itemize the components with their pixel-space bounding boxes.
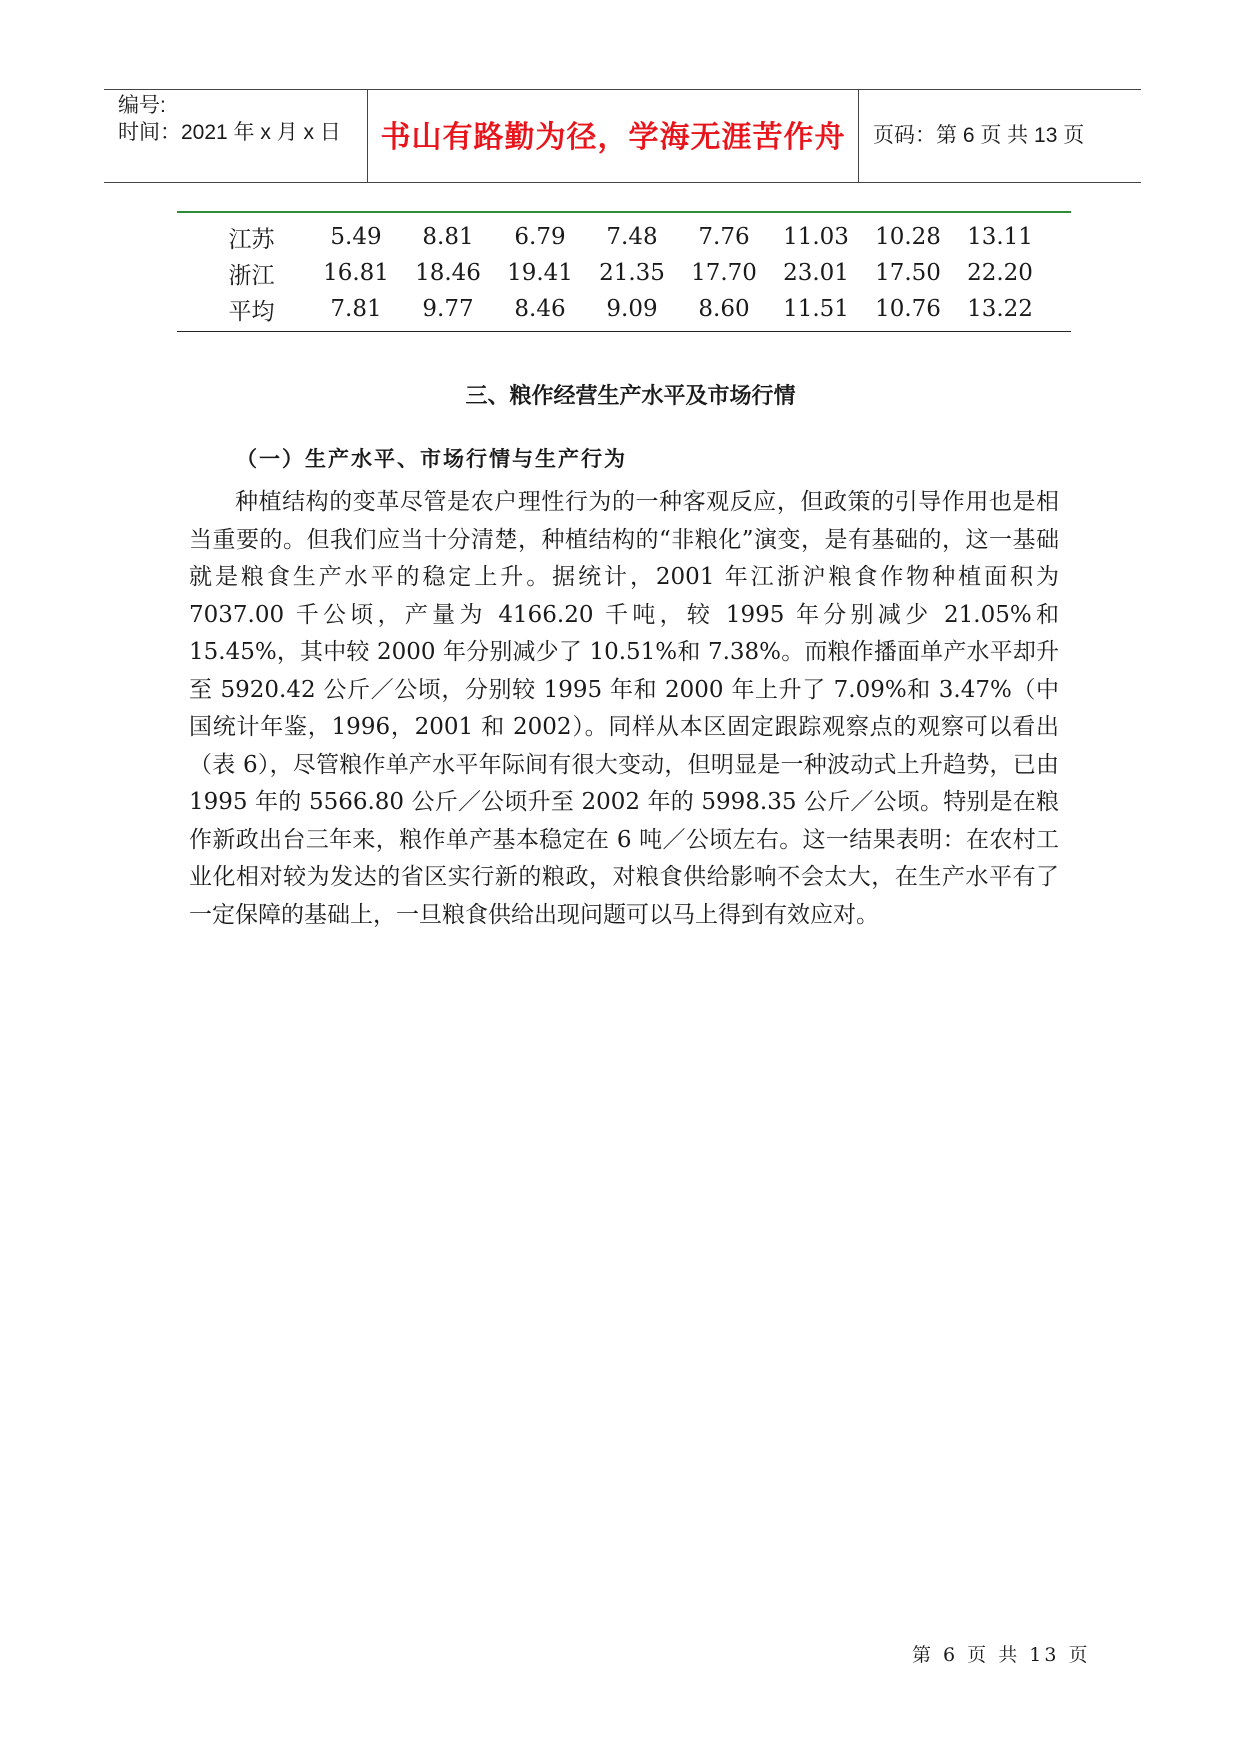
table-cell: 5.49 [330, 224, 382, 250]
table-cell: 10.28 [875, 224, 941, 250]
time-label: 时间：2021 年 x 月 x 日 [118, 121, 341, 144]
table-cell: 21.35 [599, 260, 665, 286]
table-cell: 7.48 [606, 224, 658, 250]
table-cell: 9.09 [606, 296, 658, 322]
table-cell: 11.51 [783, 296, 849, 322]
sub-title: （一）生产水平、市场行情与生产行为 [236, 447, 627, 471]
body-paragraph: 种植结构的变革尽管是农户理性行为的一种客观反应，但政策的引导作用也是相当重要的。但我们应当十分清楚，种植结构的“非粮化”演变，是有基础的，这一基础就是粮食生产水平的稳定上升。据统计，2001 年江浙沪粮食作物种植面积为 7037.00 千公顷，产量为 4166.20 千吨，较 1995 年分别减少 21.05%和 15.45%，其中较 2000 年分别减少了 10.51%和 7.38%。而粮作播面单产水平却升至 5920.42 公斤／公顷，分别较 1995 年和 2000 年上升了 7.09%和 3.47%（中国统计年鉴，1996，2001 和 2002）。同样从本区固定跟踪观察点的观察可以看出（表 6），尽管粮作单产水平年际间有很大变动，但明显是一种波动式上升趋势，已由 1995 年的 5566.80 公斤／公顷升至 2002 年的 5998.35 公斤／公顷。特别是在粮作新政出台三年来，粮作单产基本稳定在 6 吨／公顷左右。这一结果表明：在农村工业化相对较为发达的省区实行新的粮政，对粮食供给影响不会太大，在生产水平有了一定保障的基础上，一旦粮食供给出现问题可以马上得到有效应对。 [189, 489, 1059, 928]
table-cell: 22.20 [967, 260, 1033, 286]
table-row [177, 291, 1071, 327]
table-cell: 6.79 [514, 224, 566, 250]
serial-label: 编号: [118, 94, 166, 117]
data-table [177, 211, 1071, 332]
table-cell: 11.03 [783, 224, 849, 250]
table-cell: 18.46 [415, 260, 481, 286]
row-label: 江苏 [228, 226, 275, 253]
table-cell: 8.60 [698, 296, 750, 322]
row-label: 平均 [228, 298, 275, 325]
table-row [177, 219, 1071, 255]
table-cell: 17.70 [691, 260, 757, 286]
page-footer: 第 6 页 共 13 页 [912, 1644, 1091, 1666]
header-page-info: 页码：第 6 页 共 13 页 [873, 124, 1085, 147]
table-cell: 10.76 [875, 296, 941, 322]
table-cell: 19.41 [507, 260, 573, 286]
header-motto: 书山有路勤为径，学海无涯苦作舟 [368, 90, 859, 182]
page-header [104, 89, 1141, 183]
table-cell: 7.81 [330, 296, 382, 322]
table-cell: 13.22 [967, 296, 1033, 322]
table-cell: 23.01 [783, 260, 849, 286]
table-cell: 7.76 [698, 224, 750, 250]
section-title: 三、粮作经营生产水平及市场行情 [465, 384, 796, 409]
table-row [177, 255, 1071, 291]
table-cell: 13.11 [967, 224, 1033, 250]
table-cell: 9.77 [422, 296, 474, 322]
table-cell: 17.50 [875, 260, 941, 286]
table-cell: 8.81 [422, 224, 474, 250]
table-cell: 16.81 [323, 260, 389, 286]
row-label: 浙江 [228, 262, 275, 289]
header-meta [104, 90, 368, 182]
table-cell: 8.46 [514, 296, 566, 322]
